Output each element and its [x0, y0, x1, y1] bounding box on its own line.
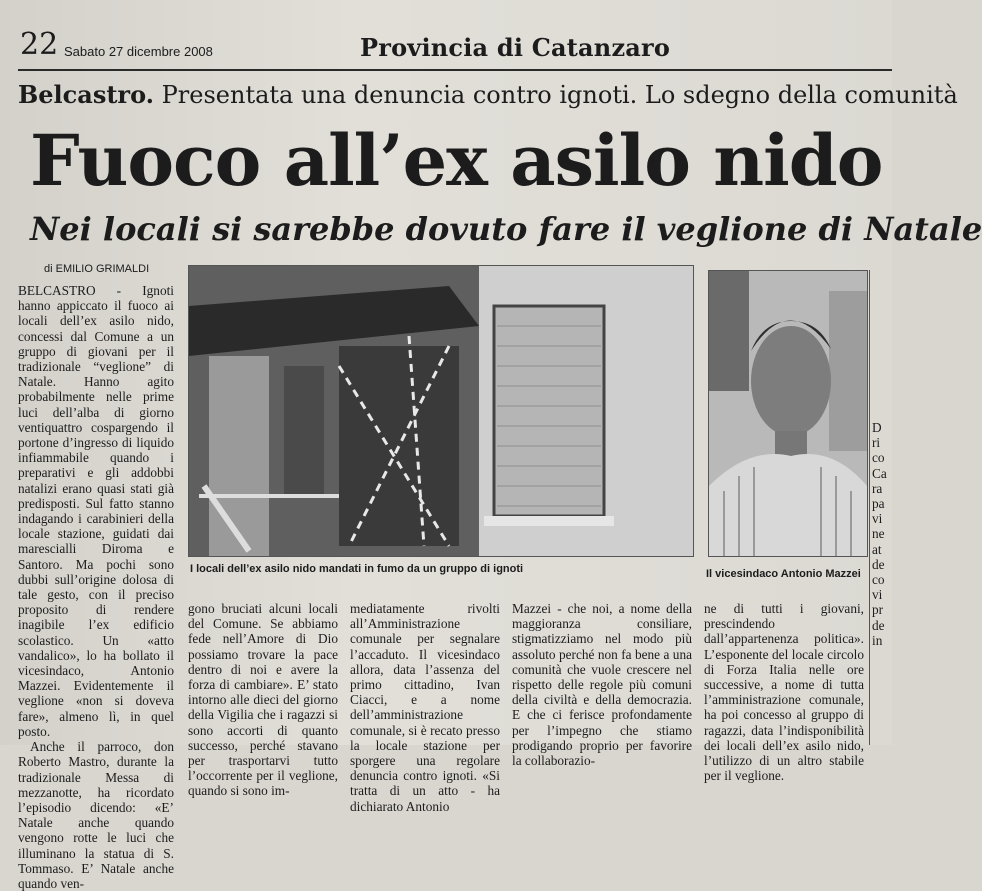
- article-column-1: [18, 283, 174, 891]
- byline: di EMILIO GRIMALDI: [44, 263, 150, 275]
- article-paragraph: Mazzei - che noi, a nome della maggioranza consiliare, stigmatizziamo nel modo più assoluto perché non fa bene a una comunità che vuole crescere nel rispetto delle regole più comuni della civiltà e della democrazia. E che ci ferisce profondamente per l’impegno che stiamo prodigando proprio per favorire la collaborazio-: [512, 601, 692, 769]
- building-photo: [188, 265, 694, 557]
- article-column-2: [188, 601, 338, 799]
- kicker-text: Presentata una denuncia contro ignoti. Lo sdegno della comunità: [154, 81, 958, 109]
- subheadline: Nei locali si sarebbe dovuto fare il veglione di Natale: [30, 210, 982, 248]
- header-rule: [18, 69, 892, 71]
- portrait-caption: Il vicesindaco Antonio Mazzei: [706, 568, 861, 580]
- article-paragraph: ne di tutti i giovani, prescindendo dall’appartenenza politica». L’esponente del locale circolo di Forza Italia nelle ore successive, a nome di tutta l’amministrazione comunale, ha poi concesso al gruppo di ragazzi, data l’indisponibilità dei locali dell’ex asilo nido, l’utilizzo di un altro stabile per il veglione.: [704, 601, 864, 784]
- article-paragraph: BELCASTRO - Ignoti hanno appiccato il fuoco ai locali dell’ex asilo nido, concessi dal Comune a un gruppo di giovani per il tradizionale “veglione” di Natale. Hanno agito probabilmente nelle prime luci dell’alba di giorno ventiquattro cospargendo il portone d’ingresso di liquido infiammabile quando i preparativi e gli addobbi natalizi erano quasi stati già predisposti. Sul fatto stanno indagando i carabinieri della locale stazione, guidati dai marescialli Diroma e Santoro. Ma pochi sono dubbi sull’origine dolosa di tale gesto, con il preciso proposito di rendere inagibile l’ex edificio scolastico. Un «atto vandalico», lo ha bollato il vicesindaco, Antonio Mazzei. Evidentemente il veglione «non si doveva fare», almeno lì, in quel posto.: [18, 283, 174, 739]
- page-number: 22: [20, 27, 59, 62]
- column-divider: [869, 270, 870, 745]
- section-title: Provincia di Catanzaro: [360, 33, 671, 62]
- article-column-4: [512, 601, 692, 769]
- kicker: [18, 80, 958, 109]
- portrait-photo: [708, 270, 868, 557]
- issue-date: Sabato 27 dicembre 2008: [64, 44, 213, 59]
- headline: Fuoco all’ex asilo nido: [30, 119, 883, 202]
- article-paragraph: D ri co Ca ra pa vi ne at de co vi pr de in: [872, 420, 887, 648]
- kicker-place: Belcastro.: [18, 80, 155, 109]
- building-photo-graphic: [189, 266, 693, 556]
- main-photo-caption: I locali dell’ex asilo nido mandati in fumo da un gruppo di ignoti: [190, 563, 524, 575]
- article-paragraph: Anche il parroco, don Roberto Mastro, durante la tradizionale Messa di mezzanotte, ha ricordato l’episodio dicendo: «E’ Natale anche quando vengono rotte le luci che illuminano la statua di S. Tommaso. E’ Natale anche quando ven-: [18, 739, 174, 891]
- portrait-photo-graphic: [709, 271, 867, 556]
- adjacent-article-fragment: [872, 420, 892, 745]
- article-column-5: [704, 601, 864, 784]
- article-paragraph: mediatamente rivolti all’Amministrazione comunale per segnalare l’accaduto. Il vicesindaco allora, data l’assenza del primo cittadino, Ivan Ciacci, e a nome dell’amministrazione comunale, si è recato presso la locale stazione per sporgere una regolare denuncia contro ignoti. «Si tratta di un atto - ha dichiarato Antonio: [350, 601, 500, 814]
- article-column-3: [350, 601, 500, 814]
- article-paragraph: gono bruciati alcuni locali del Comune. Se abbiamo fede nell’Amore di Dio possiamo trovare la pace dentro di noi e avere la forza di cambiare». E’ stato intorno alle dieci del giorno della Vigilia che i ragazzi si sono accorti di quanto successo, perché stavano per trasportarvi tutto l’occorrente per il veglione, quando si sono im-: [188, 601, 338, 799]
